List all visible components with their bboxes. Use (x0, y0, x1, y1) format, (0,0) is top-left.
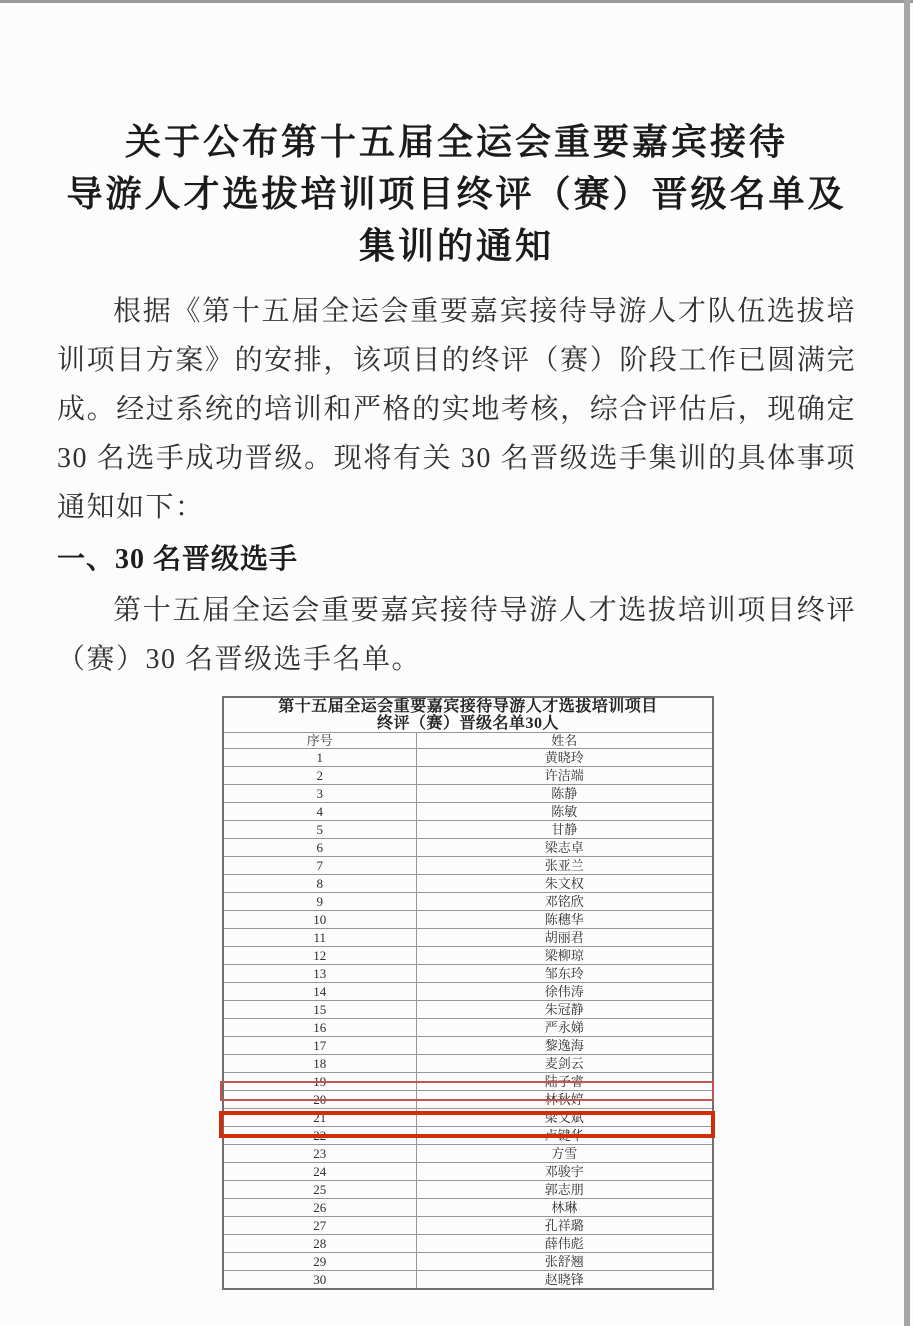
table-row (223, 1091, 713, 1109)
row-name-cell: 郭志朋 (416, 1181, 713, 1199)
table-row (223, 1253, 713, 1271)
table-caption-line2: 终评（赛）晋级名单30人 (377, 715, 560, 732)
row-number-cell: 19 (223, 1073, 416, 1091)
row-name-cell: 麦剑云 (416, 1055, 713, 1073)
table-caption-row (223, 697, 713, 733)
table-row (223, 947, 713, 965)
document-title-line1: 关于公布第十五届全运会重要嘉宾接待 (124, 122, 788, 162)
row-number-cell: 14 (223, 983, 416, 1001)
table-row (223, 893, 713, 911)
row-number-cell: 30 (223, 1271, 416, 1290)
row-number-cell: 9 (223, 893, 416, 911)
row-number-cell: 27 (223, 1217, 416, 1235)
row-number-cell: 26 (223, 1199, 416, 1217)
table-row (223, 929, 713, 947)
roster-table (222, 696, 714, 1290)
row-number-cell: 20 (223, 1091, 416, 1109)
column-header-no: 序号 (223, 733, 416, 749)
section-heading-1: 一、30 名晋级选手 (57, 544, 299, 575)
row-name-cell: 严永娣 (416, 1019, 713, 1037)
row-name-cell: 陈敏 (416, 803, 713, 821)
row-number-cell: 23 (223, 1145, 416, 1163)
roster-table-wrapper (222, 696, 712, 1290)
table-row (223, 1163, 713, 1181)
table-row (223, 983, 713, 1001)
row-name-cell: 方雪 (416, 1145, 713, 1163)
table-header-row (223, 733, 713, 749)
row-name-cell: 陆子睿 (416, 1073, 713, 1091)
row-number-cell: 8 (223, 875, 416, 893)
row-number-cell: 11 (223, 929, 416, 947)
row-name-cell: 邓骏宇 (416, 1163, 713, 1181)
row-number-cell: 22 (223, 1127, 416, 1145)
row-name-cell: 卢键华 (416, 1127, 713, 1145)
row-name-cell: 陈静 (416, 785, 713, 803)
row-number-cell: 7 (223, 857, 416, 875)
row-name-cell: 陈穗华 (416, 911, 713, 929)
row-name-cell: 胡丽君 (416, 929, 713, 947)
row-name-cell: 许洁端 (416, 767, 713, 785)
document-title (57, 116, 856, 272)
table-row (223, 911, 713, 929)
row-number-cell: 5 (223, 821, 416, 839)
row-name-cell: 徐伟涛 (416, 983, 713, 1001)
table-row (223, 749, 713, 767)
table-row (223, 1001, 713, 1019)
row-number-cell: 3 (223, 785, 416, 803)
table-caption-line1: 第十五届全运会重要嘉宾接待导游人才选拔培训项目 (278, 698, 658, 715)
table-row (223, 1271, 713, 1290)
row-number-cell: 25 (223, 1181, 416, 1199)
row-number-cell: 24 (223, 1163, 416, 1181)
column-header-name: 姓名 (416, 733, 713, 749)
row-name-cell: 薛伟彪 (416, 1235, 713, 1253)
table-row (223, 839, 713, 857)
row-number-cell: 28 (223, 1235, 416, 1253)
table-row (223, 1235, 713, 1253)
row-number-cell: 1 (223, 749, 416, 767)
row-name-cell: 张舒翘 (416, 1253, 713, 1271)
row-name-cell: 林秋婷 (416, 1091, 713, 1109)
table-row (223, 875, 713, 893)
table-caption (223, 697, 713, 733)
row-number-cell: 4 (223, 803, 416, 821)
table-row (223, 857, 713, 875)
table-row (223, 803, 713, 821)
row-name-cell: 梁文斌 (416, 1109, 713, 1127)
row-name-cell: 林琳 (416, 1199, 713, 1217)
table-row (223, 821, 713, 839)
list-intro-paragraph: 第十五届全运会重要嘉宾接待导游人才选拔培训项目终评（赛）30 名晋级选手名单。 (57, 595, 856, 675)
row-number-cell: 17 (223, 1037, 416, 1055)
table-row (223, 1073, 713, 1091)
row-number-cell: 10 (223, 911, 416, 929)
table-body (223, 749, 713, 1290)
table-row (223, 767, 713, 785)
row-name-cell: 邓铭欣 (416, 893, 713, 911)
row-name-cell: 张亚兰 (416, 857, 713, 875)
document-title-line3: 集训的通知 (358, 226, 554, 266)
row-number-cell: 21 (223, 1109, 416, 1127)
row-number-cell: 15 (223, 1001, 416, 1019)
document-title-line2: 导游人才选拔培训项目终评（赛）晋级名单及 (66, 174, 847, 214)
row-name-cell: 朱冠静 (416, 1001, 713, 1019)
row-number-cell: 6 (223, 839, 416, 857)
table-row (223, 1037, 713, 1055)
table-row (223, 1217, 713, 1235)
row-number-cell: 16 (223, 1019, 416, 1037)
table-row (223, 1181, 713, 1199)
table-row (223, 1199, 713, 1217)
row-number-cell: 13 (223, 965, 416, 983)
row-number-cell: 12 (223, 947, 416, 965)
row-number-cell: 2 (223, 767, 416, 785)
table-row (223, 1145, 713, 1163)
table-row (223, 965, 713, 983)
row-name-cell: 朱文权 (416, 875, 713, 893)
row-name-cell: 黄晓玲 (416, 749, 713, 767)
table-row (223, 1019, 713, 1037)
intro-paragraph: 根据《第十五届全运会重要嘉宾接待导游人才队伍选拔培训项目方案》的安排，该项目的终评（赛）阶段工作已圆满完成。经过系统的培训和严格的实地考核，综合评估后，现确定 30 名选手成功晋级。现将有关 30 名晋级选手集训的具体事项通知如下： (57, 296, 856, 523)
row-number-cell: 29 (223, 1253, 416, 1271)
row-name-cell: 甘静 (416, 821, 713, 839)
row-number-cell: 18 (223, 1055, 416, 1073)
row-name-cell: 赵晓锋 (416, 1271, 713, 1290)
table-row (223, 1109, 713, 1127)
row-name-cell: 邹东玲 (416, 965, 713, 983)
table-row (223, 785, 713, 803)
table-row (223, 1127, 713, 1145)
row-name-cell: 孔祥璐 (416, 1217, 713, 1235)
table-row (223, 1055, 713, 1073)
row-name-cell: 梁柳琼 (416, 947, 713, 965)
row-name-cell: 梁志卓 (416, 839, 713, 857)
row-name-cell: 黎逸海 (416, 1037, 713, 1055)
